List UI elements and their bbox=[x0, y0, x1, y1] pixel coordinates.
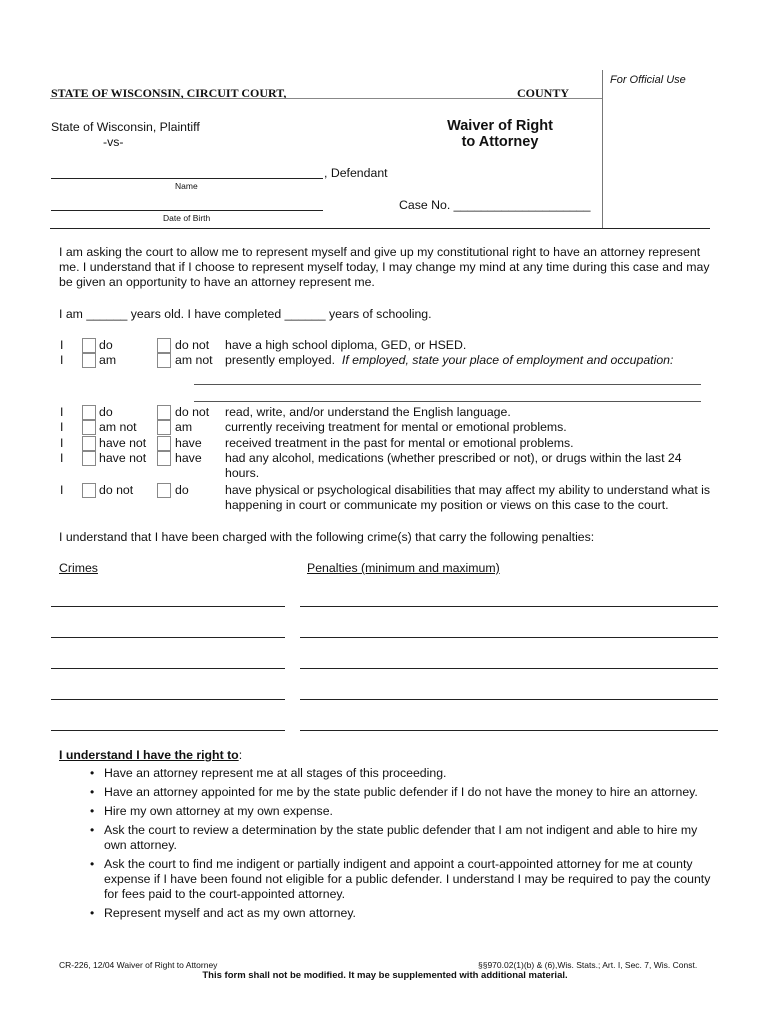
checkbox-option1[interactable] bbox=[82, 451, 96, 466]
caption-bottom-rule bbox=[50, 228, 710, 229]
row-text: received treatment in the past for mental or emotional problems. bbox=[225, 436, 574, 450]
row-subject: I bbox=[60, 451, 64, 465]
official-use-label: For Official Use bbox=[610, 74, 686, 86]
row-text-italic: If employed, state your place of employment and occupation: bbox=[341, 353, 674, 367]
checkbox-option2[interactable] bbox=[157, 436, 171, 451]
rights-header-text: I understand I have the right to bbox=[59, 748, 239, 762]
penalty-line[interactable] bbox=[300, 668, 718, 669]
employment-line-1[interactable] bbox=[194, 384, 701, 385]
row-subject: I bbox=[60, 436, 64, 450]
option1-label: have not bbox=[99, 451, 147, 465]
plaintiff-label: State of Wisconsin, Plaintiff bbox=[51, 120, 200, 134]
list-item: • Hire my own attorney at my own expense. bbox=[90, 804, 722, 819]
penalties-header: Penalties (minimum and maximum) bbox=[307, 561, 500, 575]
penalty-line[interactable] bbox=[300, 699, 718, 700]
charged-text: I understand that I have been charged with the following crime(s) that carry the following penalties: bbox=[59, 530, 595, 544]
checkbox-option2[interactable] bbox=[157, 405, 171, 420]
checkbox-option2[interactable] bbox=[157, 338, 171, 353]
row-text: read, write, and/or understand the English language. bbox=[225, 405, 511, 419]
crimes-header: Crimes bbox=[59, 561, 98, 575]
crime-line[interactable] bbox=[51, 637, 285, 638]
checkbox-option2[interactable] bbox=[157, 483, 171, 498]
form-title-line2: to Attorney bbox=[461, 134, 539, 150]
option2-label: do not bbox=[175, 405, 210, 419]
vs-label: -vs- bbox=[103, 135, 124, 149]
dob-line[interactable] bbox=[51, 210, 323, 211]
rights-list bbox=[90, 766, 722, 925]
row-subject: I bbox=[60, 420, 64, 434]
checkbox-option1[interactable] bbox=[82, 483, 96, 498]
row-subject: I bbox=[60, 353, 64, 367]
form-title bbox=[420, 118, 580, 150]
row-text bbox=[225, 353, 673, 368]
row-text-main: presently employed. bbox=[225, 353, 336, 367]
row-text: have physical or psychological disabilities that may affect my ability to understand what is happening in court or communicate my position or views on this case to the court. bbox=[225, 483, 711, 512]
checkbox-option1[interactable] bbox=[82, 353, 96, 368]
checkbox-option1[interactable] bbox=[82, 405, 96, 420]
penalty-line[interactable] bbox=[300, 730, 718, 731]
checkbox-option2[interactable] bbox=[157, 451, 171, 466]
list-item: • Ask the court to review a determination by the state public defender that I am not indigent and able to hire my own attorney. bbox=[90, 823, 722, 853]
option2-label: am bbox=[175, 420, 193, 434]
defendant-name-line[interactable] bbox=[51, 178, 323, 179]
intro-paragraph: I am asking the court to allow me to represent myself and give up my constitutional right to have an attorney represent me. I understand that if I choose to represent myself today, I may change my mind at any time during this case and may be given an opportunity to have an attorney represent me. bbox=[59, 245, 710, 289]
crime-line[interactable] bbox=[51, 606, 285, 607]
age-schooling-line: I am ______ years old. I have completed ______ years of schooling. bbox=[59, 307, 432, 321]
row-text: had any alcohol, medications (whether prescribed or not), or drugs within the last 24 hours. bbox=[225, 451, 682, 480]
option1-label: do bbox=[99, 405, 113, 419]
option2-label: do not bbox=[175, 338, 210, 352]
penalty-line[interactable] bbox=[300, 637, 718, 638]
row-subject: I bbox=[60, 338, 64, 352]
row-text: currently receiving treatment for mental or emotional problems. bbox=[225, 420, 567, 434]
statutes-reference: §§970.02(1)(b) & (6),Wis. Stats.; Art. I, Sec. 7, Wis. Const. bbox=[478, 960, 698, 970]
list-item: • Have an attorney represent me at all stages of this proceeding. bbox=[90, 766, 722, 781]
option2-label: have bbox=[175, 451, 202, 465]
row-subject: I bbox=[60, 405, 64, 419]
employment-line-2[interactable] bbox=[194, 401, 701, 402]
rights-header bbox=[59, 748, 242, 763]
court-title: STATE OF WISCONSIN, CIRCUIT COURT, bbox=[51, 86, 287, 100]
option2-label: am not bbox=[175, 353, 213, 367]
header-rule bbox=[50, 98, 602, 99]
list-item: • Represent myself and act as my own attorney. bbox=[90, 906, 722, 921]
rights-header-colon: : bbox=[238, 748, 243, 762]
option2-label: do bbox=[175, 483, 189, 497]
official-use-divider bbox=[602, 70, 603, 228]
crime-line[interactable] bbox=[51, 668, 285, 669]
row-text: have a high school diploma, GED, or HSED. bbox=[225, 338, 467, 352]
checkbox-option2[interactable] bbox=[157, 420, 171, 435]
row-subject: I bbox=[60, 483, 64, 497]
option1-label: do not bbox=[99, 483, 134, 497]
checkbox-option2[interactable] bbox=[157, 353, 171, 368]
form-title-line1: Waiver of Right bbox=[447, 118, 553, 134]
option1-label: have not bbox=[99, 436, 147, 450]
option2-label: have bbox=[175, 436, 202, 450]
crime-line[interactable] bbox=[51, 730, 285, 731]
county-label: COUNTY bbox=[517, 86, 570, 100]
defendant-label: , Defendant bbox=[324, 166, 388, 180]
penalty-line[interactable] bbox=[300, 606, 718, 607]
form-notice: This form shall not be modified. It may be supplemented with additional material. bbox=[202, 970, 568, 981]
form-id: CR-226, 12/04 Waiver of Right to Attorney bbox=[59, 960, 218, 970]
crime-line[interactable] bbox=[51, 699, 285, 700]
option1-label: am bbox=[99, 353, 117, 367]
name-label: Name bbox=[175, 181, 198, 191]
checkbox-option1[interactable] bbox=[82, 420, 96, 435]
checkbox-option1[interactable] bbox=[82, 436, 96, 451]
case-number-field[interactable]: Case No. ____________________ bbox=[399, 198, 591, 212]
checkbox-option1[interactable] bbox=[82, 338, 96, 353]
list-item: • Have an attorney appointed for me by the state public defender if I do not have the money to hire an attorney. bbox=[90, 785, 722, 800]
list-item: • Ask the court to find me indigent or partially indigent and appoint a court-appointed attorney for me at county expense if I have been found not eligible for a public defender. I understand I may be required to pay the county for fees paid to the court-appointed attorney. bbox=[90, 857, 722, 902]
option1-label: do bbox=[99, 338, 113, 352]
option1-label: am not bbox=[99, 420, 137, 434]
dob-label: Date of Birth bbox=[163, 213, 211, 223]
